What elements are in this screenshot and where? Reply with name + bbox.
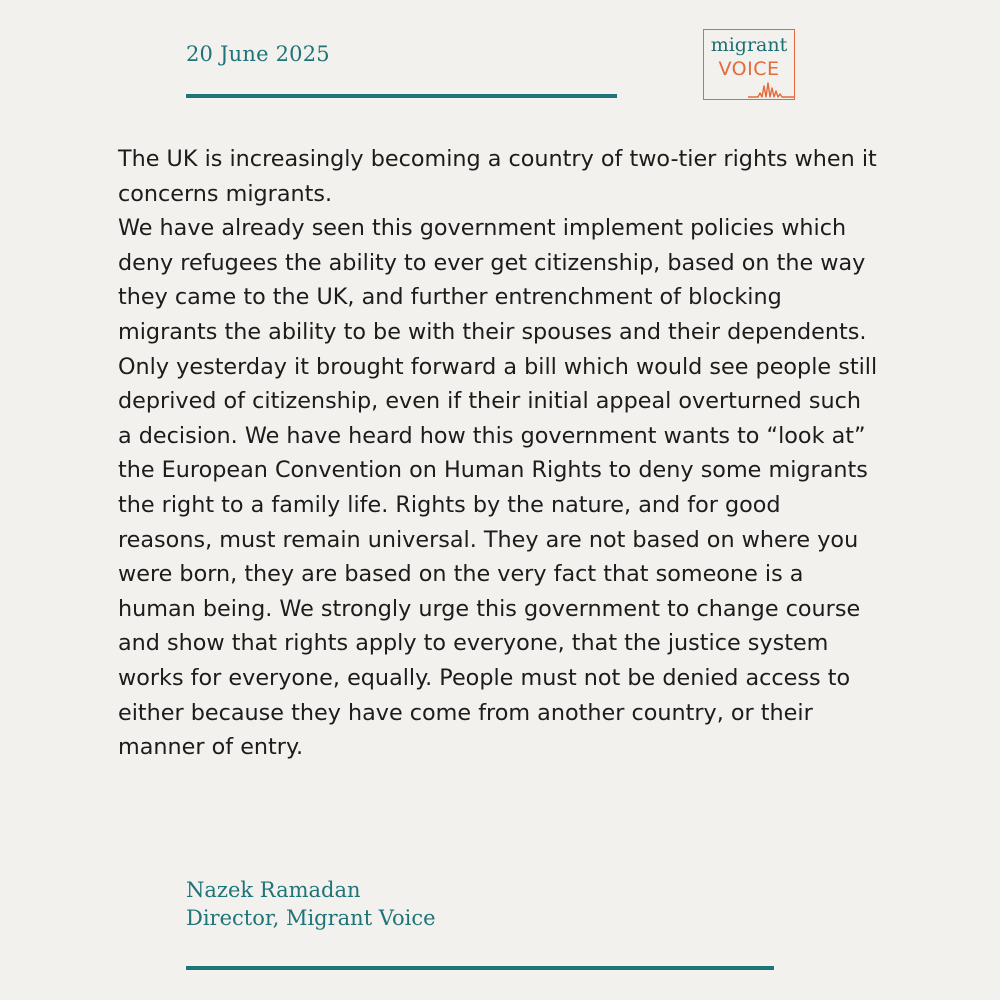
bottom-divider <box>186 966 774 970</box>
statement-paragraph: We have already seen this government implement policies which deny refugees the ability to ever get citizenship, based on the way they came to the UK, and further entrenchment of blocking migrants the ability to be with their spouses and their dependents. Only yesterday it brought forward a bill which would see people still deprived of citizenship, even if their initial appeal overturned such a decision. We have heard how this government wants to “look at” the European Convention on Human Rights to deny some migrants the right to a family life. Rights by the nature, and for good reasons, must remain universal. They are not based on where you were born, they are based on the very fact that someone is a human being. We strongly urge this government to change course and show that rights apply to everyone, that the justice system works for everyone, equally. People must not be denied access to either because they have come from another country, or their manner of entry. <box>118 215 878 761</box>
date: 20 June 2025 <box>186 42 330 66</box>
migrant-voice-logo <box>703 29 795 100</box>
signatory-name: Nazek Ramadan <box>186 878 361 902</box>
logo-word-voice: VOICE <box>718 58 780 80</box>
sound-wave-icon <box>748 80 794 99</box>
statement-paragraph: The UK is increasingly becoming a country of two-tier rights when it concerns migrants. <box>118 146 877 207</box>
statement-body <box>118 142 878 765</box>
logo-word-migrant: migrant <box>710 34 788 56</box>
signature-block <box>186 876 436 932</box>
top-divider <box>186 94 617 98</box>
signatory-title: Director, Migrant Voice <box>186 906 436 930</box>
